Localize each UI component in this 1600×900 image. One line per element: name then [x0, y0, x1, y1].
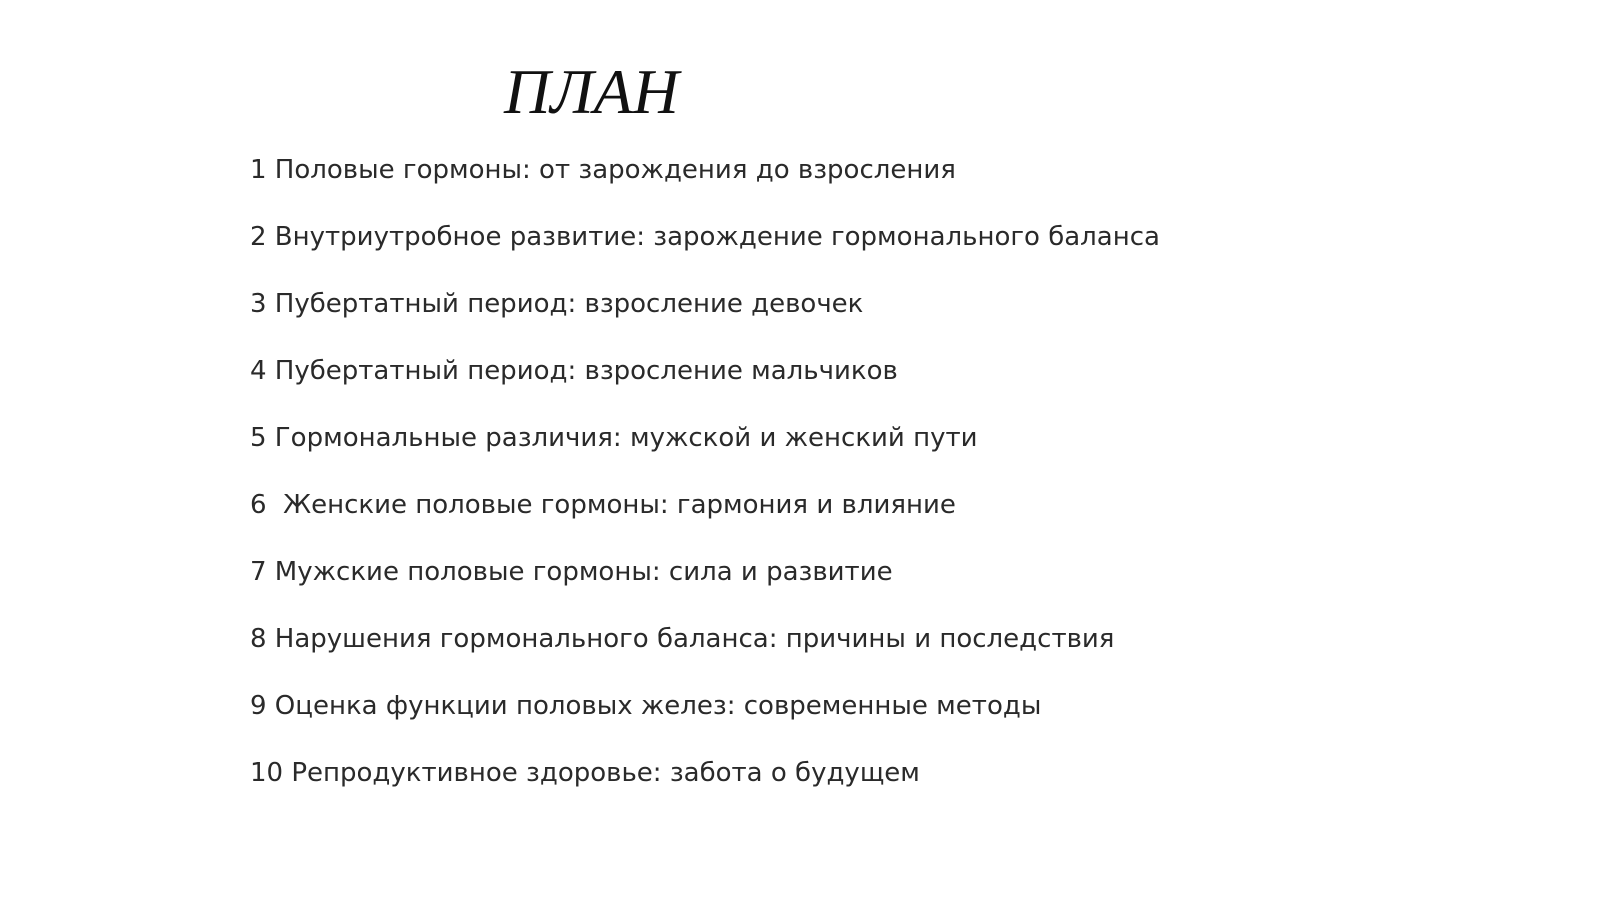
plan-item: 10 Репродуктивное здоровье: забота о будущем: [250, 758, 920, 788]
plan-item: 1 Половые гормоны: от зарождения до взросления: [250, 155, 956, 185]
plan-list: [250, 150, 1160, 820]
plan-item: 8 Нарушения гормонального баланса: причины и последствия: [250, 624, 1115, 654]
plan-item: 4 Пубертатный период: взросление мальчиков: [250, 356, 898, 386]
plan-item: 5 Гормональные различия: мужской и женский пути: [250, 423, 978, 453]
plan-item: 7 Мужские половые гормоны: сила и развитие: [250, 557, 893, 587]
plan-item: 2 Внутриутробное развитие: зарождение гормонального баланса: [250, 222, 1160, 252]
plan-item: 3 Пубертатный период: взросление девочек: [250, 289, 864, 319]
plan-item: 9 Оценка функции половых желез: современные методы: [250, 691, 1042, 721]
plan-item: 6 Женские половые гормоны: гармония и влияние: [250, 490, 956, 520]
slide-title: ПЛАН: [504, 56, 679, 127]
